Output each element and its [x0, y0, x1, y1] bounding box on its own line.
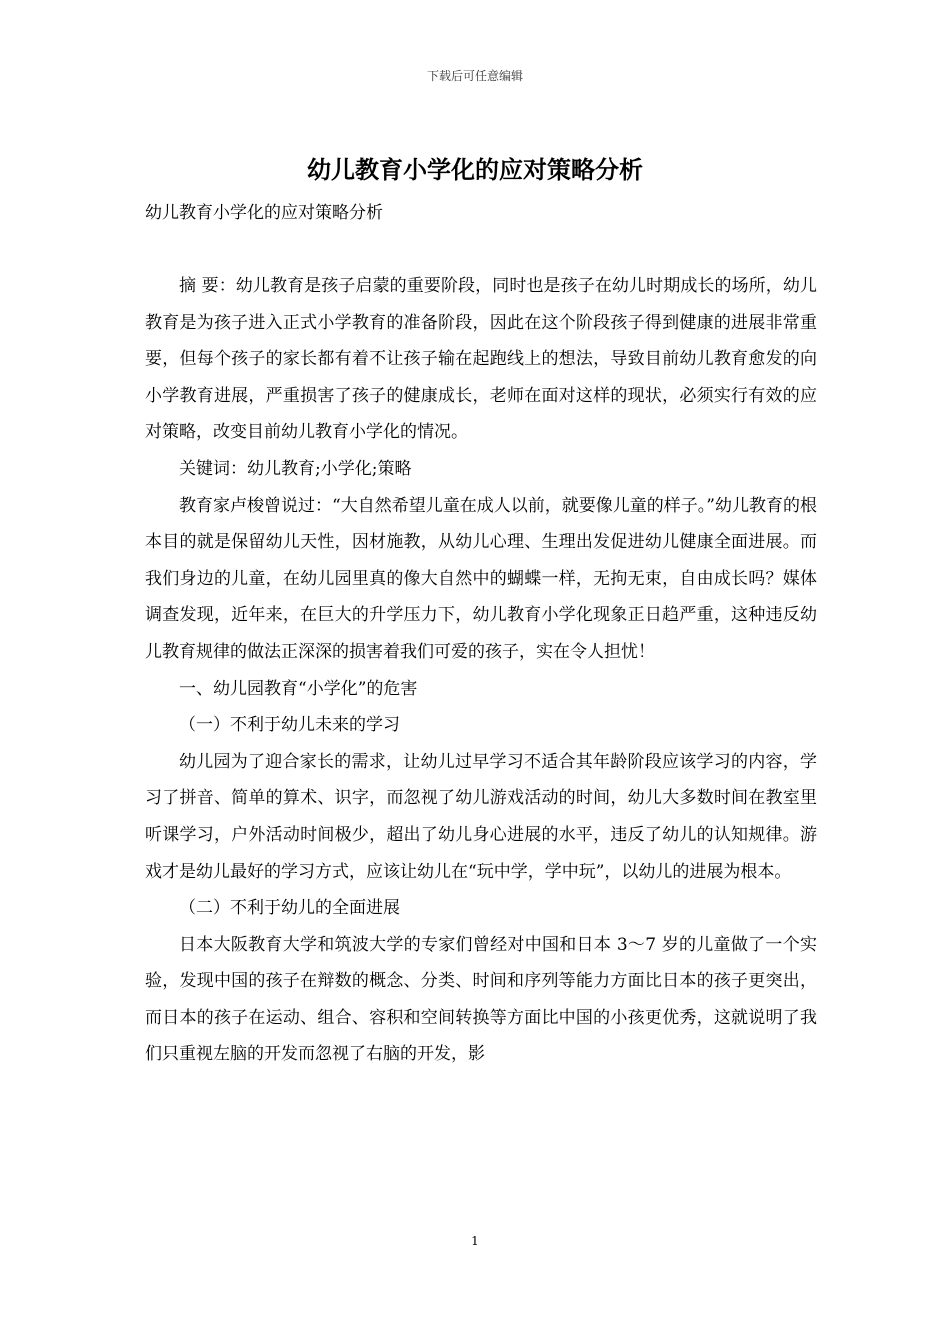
subsection-heading: （二）不利于幼儿的全面进展 [179, 898, 400, 919]
body-paragraph: 幼儿园为了迎合家长的需求，让幼儿过早学习不适合其年龄阶段应该学习的内容，学习了拼音、简单的算术、识字，而忽视了幼儿游戏活动的时间，幼儿大多数时间在教室里听课学习，户外活动时间极少，超出了幼儿身心进展的水平，违反了幼儿的认知规律。游戏才是幼儿最好的学习方式，应该让幼儿在“玩中学，学中玩”，以幼儿的进展为根本。 [145, 751, 817, 882]
subsection-heading: （一）不利于幼儿未来的学习 [179, 715, 400, 736]
document-body [145, 268, 817, 1073]
abstract-paragraph: 摘 要：幼儿教育是孩子启蒙的重要阶段，同时也是孩子在幼儿时期成长的场所，幼儿教育是为孩子进入正式小学教育的准备阶段，因此在这个阶段孩子得到健康的进展非常重要，但每个孩子的家长都有着不让孩子输在起跑线上的想法，导致目前幼儿教育愈发的向小学教育进展，严重损害了孩子的健康成长，老师在面对这样的现状，必须实行有效的应对策略，改变目前幼儿教育小学化的情况。 [145, 276, 817, 443]
intro-paragraph: 教育家卢梭曾说过：“大自然希望儿童在成人以前，就要像儿童的样子。”幼儿教育的根本目的就是保留幼儿天性，因材施教，从幼儿心理、生理出发促进幼儿健康全面进展。而我们身边的儿童，在幼儿园里真的像大自然中的蝴蝶一样，无拘无束，自由成长吗？媒体调查发现，近年来，在巨大的升学压力下，幼儿教育小学化现象正日趋严重，这种违反幼儿教育规律的做法正深深的损害着我们可爱的孩子，实在令人担忧！ [145, 495, 817, 662]
page-number: 1 [471, 1234, 479, 1248]
section-heading: 一、幼儿园教育“小学化”的危害 [179, 678, 418, 699]
document-subtitle: 幼儿教育小学化的应对策略分析 [145, 203, 383, 223]
document-title: 幼儿教育小学化的应对策略分析 [307, 155, 643, 184]
keywords-paragraph: 关键词：幼儿教育;小学化;策略 [179, 458, 412, 479]
page-header: 下载后可任意编辑 [426, 69, 523, 83]
body-paragraph: 日本大阪教育大学和筑波大学的专家们曾经对中国和日本 3～7 岁的儿童做了一个实验，发现中国的孩子在辩数的概念、分类、时间和序列等能力方面比日本的孩子更突出，而日本的孩子在运动、组合、容积和空间转换等方面比中国的小孩更优秀，这就说明了我们只重视左脑的开发而忽视了右脑的开发，影 [145, 934, 817, 1065]
